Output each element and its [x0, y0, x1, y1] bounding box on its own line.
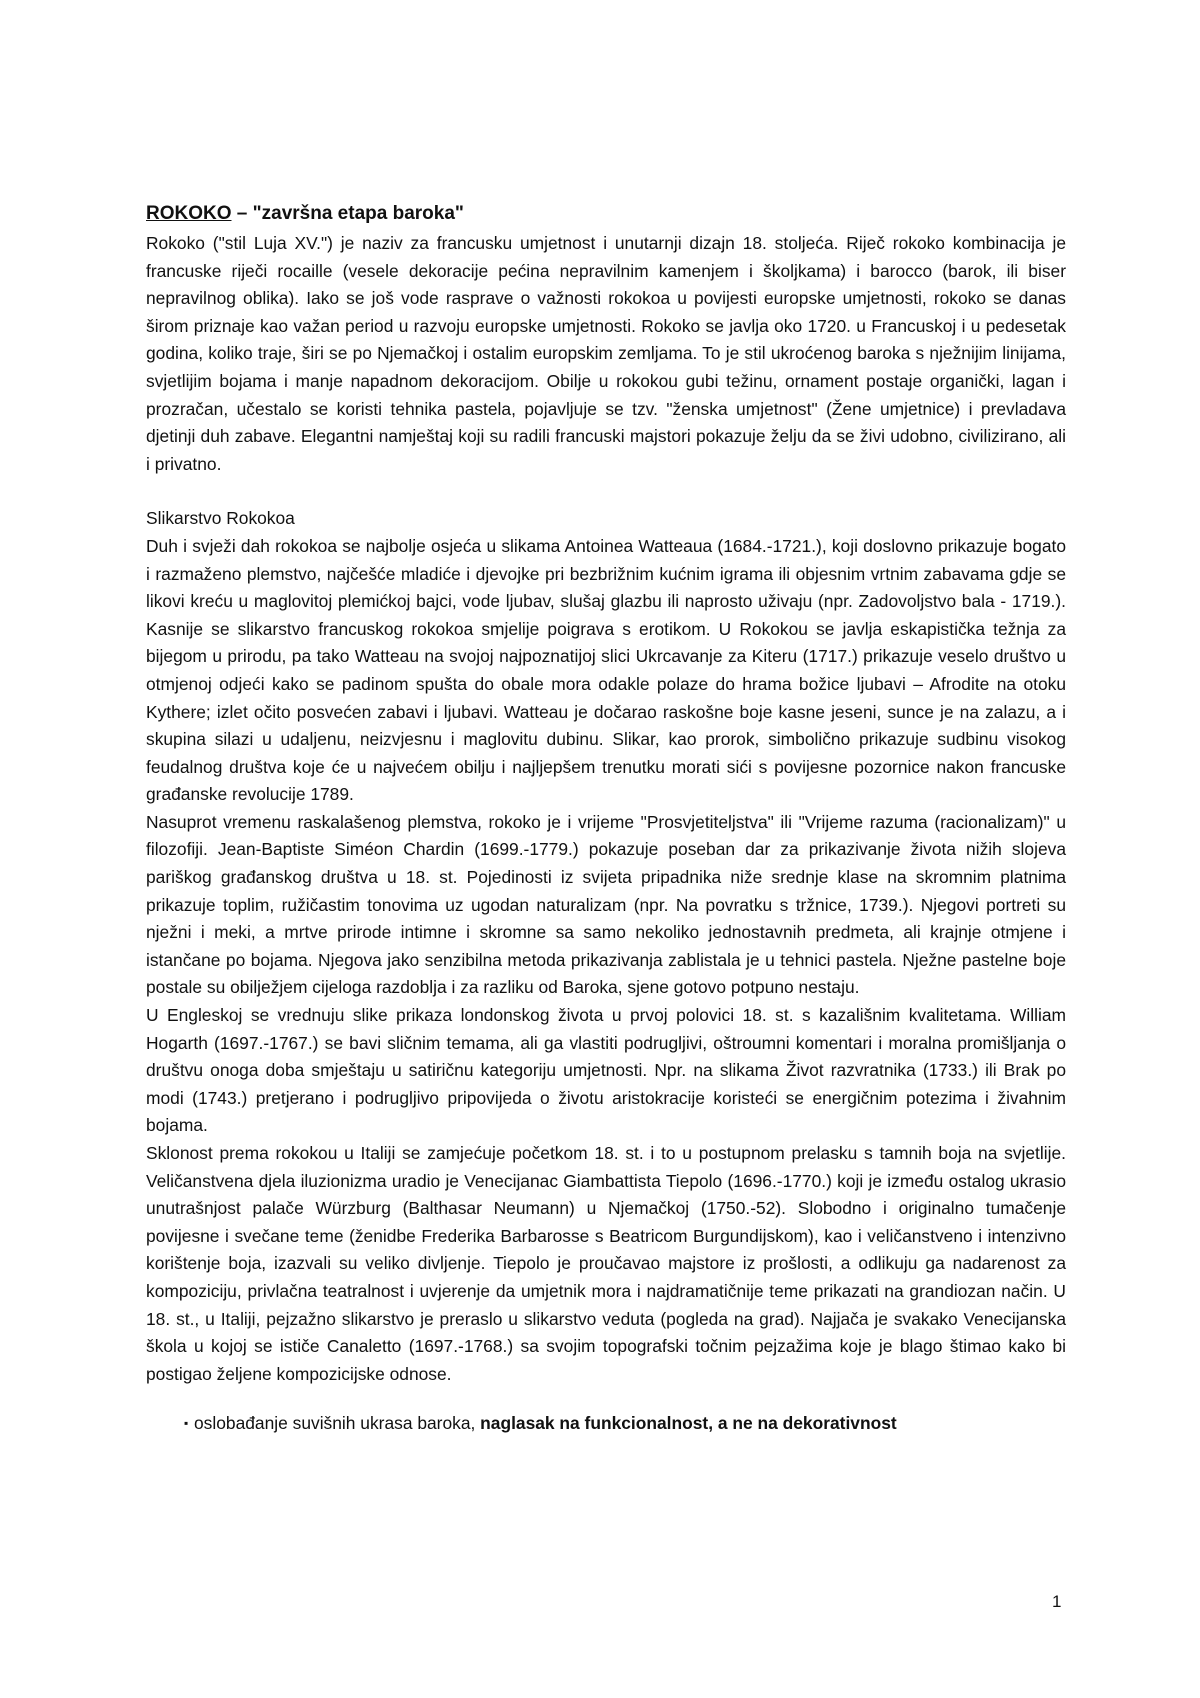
page-number: 1 — [1052, 1592, 1062, 1611]
bullet-text: oslobađanje suvišnih ukrasa baroka, — [194, 1413, 481, 1434]
bullet-marker: ▪ — [184, 1416, 189, 1431]
list-item — [146, 1410, 1066, 1438]
paragraph-chardin: Nasuprot vremenu raskalašenog plemstva, rokoko je i vrijeme "Prosvjetiteljstva" ili "Vrijeme razuma (racionalizam)" u filozofiji. Jean-Baptiste Siméon Chardin (1699.-1779.) pokazuje poseban dar za prikazivanje života nižih slojeva pariškog građanskog društva u 18. st. Pojedinosti iz svijeta pripadnika niže srednje klase na skromnim platnima prikazuje toplim, ružičastim tonovima uz ugodan naturalizam (npr. Na povratku s tržnice, 1739.). Njegovi portreti su nježni i meki, a mrtve prirode intimne i skromne sa samo nekoliko jednostavnih predmeta, ali krajnje otmjene i istančane po bojama. Njegova jako senzibilna metoda prikazivanja zablistala je u tehnici pastela. Nježne pastelne boje postale su obilježjem cijeloga razdoblja i za razliku od Baroka, sjene gotovo potpuno nestaju. — [146, 811, 1066, 998]
intro-paragraph: Rokoko ("stil Luja XV.") je naziv za francusku umjetnost i unutarnji dizajn 18. stoljeća. Riječ rokoko kombinacija je francuske riječi rocaille (vesele dekoracije pećina nepravilnim kamenjem i školjkama) i barocco (barok, ili biser nepravilnog oblika). Iako se još vode rasprave o važnosti rokokoa u povijesti europske umjetnosti, rokoko se danas širom priznaje kao važan period u razvoju europske umjetnosti. Rokoko se javlja oko 1720. u Francuskoj i u pedesetak godina, koliko traje, širi se po Njemačkoj i ostalim europskim zemljama. To je stil ukroćenog baroka s nježnijim linijama, svjetlijim bojama i manje napadnom dekoracijom. Obilje u rokokou gubi težinu, ornament postaje organički, lagan i prozračan, učestalo se koristi tehnika pastela, pojavljuje se tzv. "ženska umjetnost" (Žene umjetnice) i prevladava djetinji duh zabave. Elegantni namještaj koji su radili francuski majstori pokazuje želju da se živi udobno, civilizirano, ali i privatno. — [146, 233, 1066, 474]
title-rest: – "završna etapa baroka" — [231, 203, 464, 224]
paragraph-gap — [146, 478, 1066, 505]
bullet-list — [146, 1410, 1066, 1438]
page-title — [146, 200, 1066, 228]
bullet-bold-text: naglasak na funkcionalnost, a ne na dekorativnost — [480, 1413, 897, 1434]
paragraph-hogarth: U Engleskoj se vrednuju slike prikaza londonskog života u prvoj polovici 18. st. s kazališnim kvalitetama. William Hogarth (1697.-1767.) se bavi sličnim temama, ali ga vlastiti podrugljivi, oštroumni komentari i moralna promišljanja o društvu onoga doba smještaju u satiričnu kategoriju umjetnosti. Npr. na slikama Život razvratnika (1733.) ili Brak po modi (1743.) pretjerano i podrugljivo pripovijeda o životu aristokracije koristeći se energičnim potezima i živahnim bojama. — [146, 1005, 1066, 1136]
section-heading: Slikarstvo Rokokoa — [146, 508, 295, 529]
paragraph-watteau: Duh i svježi dah rokokoa se najbolje osjeća u slikama Antoinea Watteaua (1684.-1721.), koji doslovno prikazuje bogato i razmaženo plemstvo, najčešće mladiće i djevojke pri bezbrižnim kućnim igrama ili objesnim vrtnim zabavama gdje se likovi kreću u maglovitoj plemićkoj bajci, vode ljubav, slušaj glazbu ili naprosto uživaju (npr. Zadovoljstvo bala - 1719.). Kasnije se slikarstvo francuskog rokokoa smjelije poigrava s erotikom. U Rokokou se javlja eskapistička težnja za bijegom u prirodu, pa tako Watteau na svojoj najpoznatijoj slici Ukrcavanje za Kiteru (1717.) prikazuje veselo društvo u otmjenoj odjeći kako se padinom spušta do obale mora odakle polaze do hrama božice ljubavi – Afrodite na otoku Kythere; izlet očito posvećen zabavi i ljubavi. Watteau je dočarao raskošne boje kasne jeseni, sunce je na zalazu, a i skupina silazi u udaljenu, neizvjesnu i maglovitu dubinu. Slikar, kao prorok, simbolično prikazuje sudbinu visokog feudalnog društva koje će u najvećem obilju i najljepšem trenutku morati sići s povijesne pozornice nakon francuske građanske revolucije 1789. — [146, 535, 1066, 805]
document-body — [146, 200, 1066, 1438]
paragraph-tiepolo: Sklonost prema rokokou u Italiji se zamjećuje početkom 18. st. i to u postupnom prelasku s tamnih boja na svjetlije. Veličanstvena djela iluzionizma uradio je Venecijanac Giambattista Tiepolo (1696.-1770.) koji je između ostalog ukrasio unutrašnjost palače Würzburg (Balthasar Neumann) u Njemačkoj (1750.-52). Slobodno i originalno tumačenje povijesne i svečane teme (ženidbe Frederika Barbarosse s Beatricom Burgundijskom), kao i veličanstveno i intenzivno korištenje boja, izazvali su veliko divljenje. Tiepolo je proučavao majstore iz prošlosti, a odlikuju ga nadarenost za kompoziciju, privlačna teatralnost i uvjerenje da umjetnik mora i najdramatičnije teme prikazati na grandiozan način. U 18. st., u Italiji, pejzažno slikarstvo je preraslo u slikarstvo veduta (pogleda na grad). Najjača je svakako Venecijanska škola u kojoj se ističe Canaletto (1697.-1768.) sa svojim topografski točnim pejzažima koje je blago štimao kako bi postigao željene kompozicijske odnose. — [146, 1143, 1066, 1384]
title-underlined: ROKOKO — [146, 203, 232, 224]
